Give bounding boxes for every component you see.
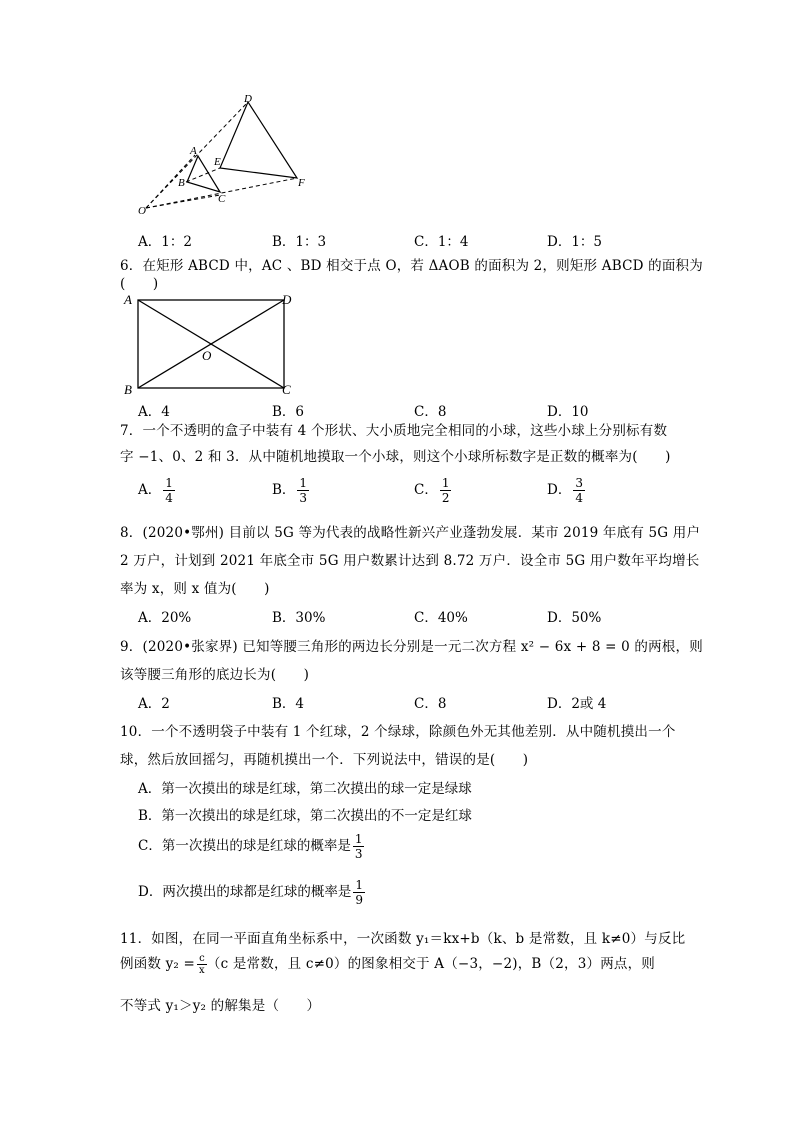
q10-option-b: B．第一次摸出的球是红球，第二次摸出的不一定是红球 xyxy=(138,808,472,824)
q11-line3: 不等式 y₁＞y₂ 的解集是（ ） xyxy=(120,998,321,1014)
q8-line3: 率为 x，则 x 值为( ) xyxy=(120,581,270,597)
label-B: B xyxy=(178,177,185,189)
label-B: B xyxy=(124,382,132,397)
q7-option-d: D． $\frac{3}{4}$ xyxy=(547,476,583,505)
q7-option-a: A． $\frac{1}{4}$ xyxy=(138,476,173,505)
q6-line1: 6．在矩形 ABCD 中，AC 、BD 相交于点 O，若 ΔAOB 的面积为 2，则矩形 ABCD 的面积为 xyxy=(120,258,703,274)
q8-line1: 8．(2020•鄂州) 目前以 5G 等为代表的战略性新兴产业蓬勃发展．某市 2019 年底有 5G 用户 xyxy=(120,525,701,541)
q5-option-d: D．1：5 xyxy=(547,234,603,250)
label-D: D xyxy=(244,93,252,105)
q8-option-a: A．20% xyxy=(138,610,192,626)
q9-option-c: C．8 xyxy=(414,696,447,712)
q10-option-a: A．第一次摸出的球是红球，第二次摸出的球一定是绿球 xyxy=(138,781,472,797)
q8-option-c: C．40% xyxy=(414,610,468,626)
label-O: O xyxy=(138,205,146,217)
q8-line2: 2 万户，计划到 2021 年底全市 5G 用户数累计达到 8.72 万户．设全市 5G 用户数年平均增长 xyxy=(120,553,700,569)
q7-line2: 字 −1、0、2 和 3．从中随机地摸取一个小球，则这个小球所标数字是正数的概率为( ) xyxy=(120,449,671,465)
q5-figure xyxy=(130,92,320,222)
q10-option-c: C．第一次摸出的球是红球的概率是 $\frac{1}{3}$ xyxy=(138,832,363,861)
q6-option-d: D．10 xyxy=(547,404,589,420)
q7-option-c: C． $\frac{1}{2}$ xyxy=(414,476,450,505)
label-O: O xyxy=(202,348,212,363)
q6-option-b: B．6 xyxy=(272,404,305,420)
q5-option-a: A．1：2 xyxy=(138,234,192,250)
q6-option-c: C．8 xyxy=(414,404,447,420)
q8-option-b: B．30% xyxy=(272,610,326,626)
q8-option-d: D．50% xyxy=(547,610,602,626)
label-E: E xyxy=(214,156,221,168)
label-C: C xyxy=(218,193,226,205)
q10-line1: 10．一个不透明袋子中装有 1 个红球，2 个绿球，除颜色外无其他差别．从中随机摸出一个 xyxy=(120,724,676,740)
q11-line2: 例函数 y₂ = $\frac{c}{x}$ （c 是常数，且 c≠0）的图象相交于 A（−3，−2)，B（2，3）两点，则 xyxy=(120,953,656,976)
label-C: C xyxy=(282,382,291,397)
q6-line2: ( ) xyxy=(120,276,159,292)
q9-option-a: A．2 xyxy=(138,696,170,712)
label-A: A xyxy=(124,292,132,307)
q6-figure xyxy=(118,290,298,400)
q10-option-d: D．两次摸出的球都是红球的概率是 $\frac{1}{9}$ xyxy=(138,878,363,907)
label-F: F xyxy=(298,177,305,189)
q9-line2: 该等腰三角形的底边长为( ) xyxy=(120,667,310,683)
q5-option-c: C．1：4 xyxy=(414,234,469,250)
label-D: D xyxy=(282,292,292,307)
q5-option-b: B．1：3 xyxy=(272,234,327,250)
q9-option-d: D．2或 4 xyxy=(547,696,607,712)
q9-line1: 9．(2020•张家界) 已知等腰三角形的两边长分别是一元二次方程 x² − 6x + 8 = 0 的两根，则 xyxy=(120,639,703,655)
q7-option-b: B． $\frac{1}{3}$ xyxy=(272,476,308,505)
q6-option-a: A．4 xyxy=(138,404,170,420)
label-A: A xyxy=(190,145,197,157)
q9-option-b: B．4 xyxy=(272,696,305,712)
q11-line1: 11．如图，在同一平面直角坐标系中，一次函数 y₁＝kx+b（k、b 是常数，且 k≠0）与反比 xyxy=(120,931,686,947)
q7-line1: 7．一个不透明的盒子中装有 4 个形状、大小质地完全相同的小球，这些小球上分别标有数 xyxy=(120,423,668,439)
q10-line2: 球，然后放回摇匀，再随机摸出一个．下列说法中，错误的是( ) xyxy=(120,752,529,768)
